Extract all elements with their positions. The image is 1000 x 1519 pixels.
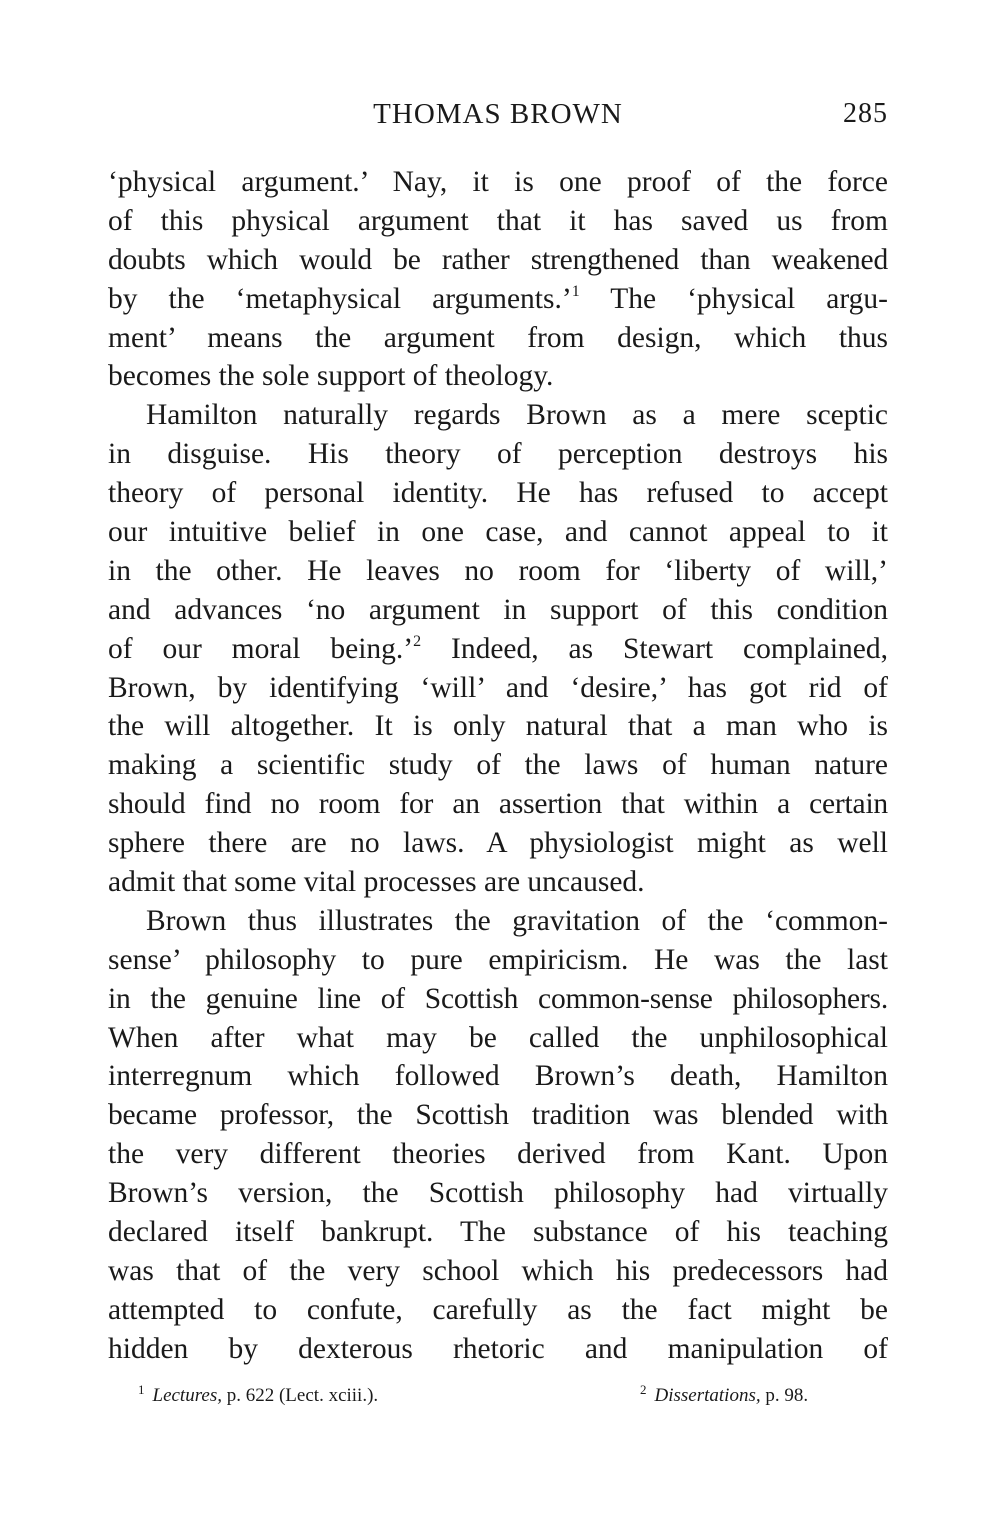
- text-line: ‘physical argument.’ Nay, it is one proof of the force: [108, 166, 888, 198]
- running-head: [108, 98, 888, 138]
- footnote-ref-2: 2: [413, 632, 422, 650]
- running-title: THOMAS BROWN: [373, 98, 623, 130]
- body-text: [108, 163, 888, 1369]
- text-line: in the genuine line of Scottish common-sense philosophers.: [108, 982, 888, 1015]
- text-line: in disguise. His theory of perception destroys his: [108, 438, 888, 471]
- text-line: declared itself bankrupt. The substance of his teaching: [108, 1216, 888, 1249]
- footnotes: [138, 1382, 868, 1412]
- text-line: of this physical argument that it has saved us from: [108, 204, 888, 237]
- text-line: became professor, the Scottish tradition was blended with: [108, 1099, 888, 1132]
- text-segment: The ‘physical argu-: [610, 282, 888, 315]
- text-line: sense’ philosophy to pure empiricism. He was the last: [108, 943, 888, 976]
- footnote-ref-1: 1: [571, 282, 580, 300]
- text-line: the very different theories derived from Kant. Upon: [108, 1138, 888, 1171]
- text-line: making a scientific study of the laws of human nature: [108, 749, 888, 782]
- footnote-text: p. 622 (Lect. xciii.).: [221, 1385, 379, 1406]
- text-line: and advances ‘no argument in support of this condition: [108, 593, 888, 626]
- text-line: becomes the sole support of theology.: [108, 360, 554, 393]
- text-line: Brown’s version, the Scottish philosophy had virtually: [108, 1177, 888, 1210]
- footnote-2: [640, 1382, 808, 1407]
- text-segment: of our moral being.’: [108, 632, 414, 665]
- footnote-1: [138, 1382, 378, 1407]
- text-line: sphere there are no laws. A physiologist might as well: [108, 827, 888, 860]
- text-segment: by the ‘metaphysical arguments.’: [108, 282, 572, 315]
- text-line: theory of personal identity. He has refused to accept: [108, 477, 888, 510]
- text-line: admit that some vital processes are uncaused.: [108, 866, 645, 899]
- footnote-mark: 2: [640, 1382, 647, 1397]
- footnote-work: Dissertations,: [654, 1385, 761, 1406]
- text-line: Brown thus illustrates the gravitation of the ‘common-: [146, 904, 888, 937]
- page-number: 285: [843, 98, 888, 129]
- text-line: Brown, by identifying ‘will’ and ‘desire,’ has got rid of: [108, 671, 888, 704]
- text-line: was that of the very school which his predecessors had: [108, 1254, 888, 1287]
- footnote-mark: 1: [138, 1382, 145, 1397]
- text-line: [108, 630, 888, 669]
- text-segment: Indeed, as Stewart complained,: [451, 632, 888, 665]
- text-line: [108, 280, 888, 319]
- text-line: ment’ means the argument from design, which thus: [108, 321, 888, 354]
- text-line: the will altogether. It is only natural that a man who is: [108, 710, 888, 743]
- text-line: Hamilton naturally regards Brown as a mere sceptic: [146, 399, 888, 432]
- text-line: When after what may be called the unphilosophical: [108, 1021, 888, 1054]
- text-line: our intuitive belief in one case, and cannot appeal to it: [108, 516, 888, 549]
- text-line: should find no room for an assertion that within a certain: [108, 788, 888, 821]
- text-line: attempted to confute, carefully as the fact might be: [108, 1293, 888, 1326]
- text-line: in the other. He leaves no room for ‘liberty of will,’: [108, 554, 888, 587]
- text-line: doubts which would be rather strengthened than weakened: [108, 243, 888, 276]
- text-line: hidden by dexterous rhetoric and manipulation of: [108, 1332, 888, 1365]
- footnote-text: p. 98.: [760, 1385, 809, 1406]
- text-line: interregnum which followed Brown’s death, Hamilton: [108, 1060, 888, 1093]
- footnote-work: Lectures,: [152, 1385, 222, 1406]
